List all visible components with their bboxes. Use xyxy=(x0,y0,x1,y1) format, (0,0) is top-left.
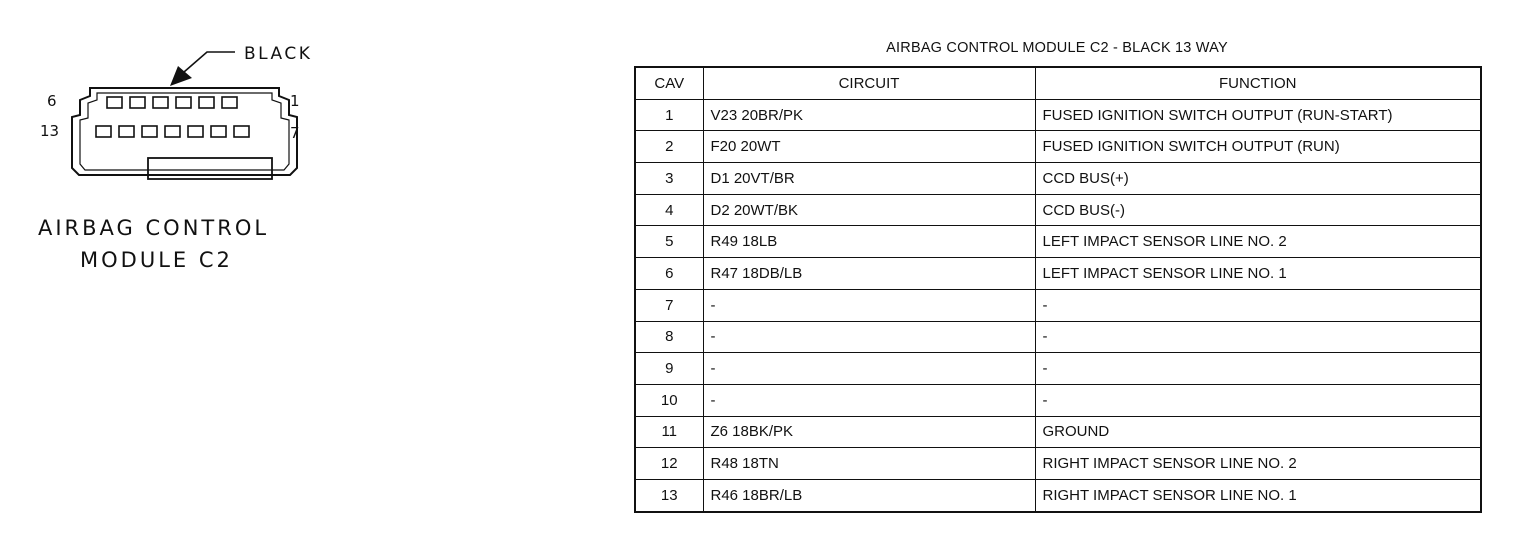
table-row xyxy=(635,194,1481,226)
table-row xyxy=(635,353,1481,385)
bottom-row-cavity xyxy=(96,126,111,137)
cell-cav: 2 xyxy=(635,131,703,163)
table-row xyxy=(635,289,1481,321)
cell-function: CCD BUS(-) xyxy=(1035,194,1481,226)
connector-color-label: BLACK xyxy=(244,44,313,64)
cell-cav: 3 xyxy=(635,163,703,195)
cell-cav: 6 xyxy=(635,258,703,290)
cell-cav: 7 xyxy=(635,289,703,321)
cell-circuit: R47 18DB/LB xyxy=(703,258,1035,290)
diagram-caption-line1: AIRBAG CONTROL xyxy=(38,216,270,240)
connector-outline xyxy=(72,88,297,175)
cell-circuit: D2 20WT/BK xyxy=(703,194,1035,226)
cell-cav: 12 xyxy=(635,448,703,480)
cell-circuit: V23 20BR/PK xyxy=(703,99,1035,131)
top-row-cavity xyxy=(107,97,122,108)
pin-label-1: 1 xyxy=(290,92,300,110)
pin-label-13: 13 xyxy=(40,122,60,140)
table-row xyxy=(635,163,1481,195)
cell-function: FUSED IGNITION SWITCH OUTPUT (RUN) xyxy=(1035,131,1481,163)
cell-cav: 9 xyxy=(635,353,703,385)
diagram-caption-line2: MODULE C2 xyxy=(80,248,233,272)
cell-function: LEFT IMPACT SENSOR LINE NO. 1 xyxy=(1035,258,1481,290)
bottom-row-cavity xyxy=(165,126,180,137)
cell-circuit: D1 20VT/BR xyxy=(703,163,1035,195)
table-row xyxy=(635,131,1481,163)
top-row-cavity xyxy=(199,97,214,108)
table-row xyxy=(635,479,1481,511)
cell-circuit: R49 18LB xyxy=(703,226,1035,258)
bottom-row-cavity xyxy=(211,126,226,137)
header-cav: CAV xyxy=(635,67,703,99)
header-function: FUNCTION xyxy=(1035,67,1481,99)
cell-function: LEFT IMPACT SENSOR LINE NO. 2 xyxy=(1035,226,1481,258)
top-row-cavity xyxy=(130,97,145,108)
pinout-table-section xyxy=(634,38,1480,513)
header-circuit: CIRCUIT xyxy=(703,67,1035,99)
cell-circuit: - xyxy=(703,384,1035,416)
table-row xyxy=(635,99,1481,131)
cell-function: CCD BUS(+) xyxy=(1035,163,1481,195)
cell-cav: 5 xyxy=(635,226,703,258)
black-leader-line xyxy=(184,52,235,72)
bottom-row-cavity xyxy=(188,126,203,137)
cell-circuit: - xyxy=(703,321,1035,353)
top-row-cavity xyxy=(176,97,191,108)
cell-function: - xyxy=(1035,384,1481,416)
cell-function: RIGHT IMPACT SENSOR LINE NO. 2 xyxy=(1035,448,1481,480)
cell-function: GROUND xyxy=(1035,416,1481,448)
cell-cav: 10 xyxy=(635,384,703,416)
cell-function: RIGHT IMPACT SENSOR LINE NO. 1 xyxy=(1035,479,1481,511)
cell-cav: 1 xyxy=(635,99,703,131)
pinout-table xyxy=(634,66,1482,513)
cell-function: - xyxy=(1035,353,1481,385)
table-row xyxy=(635,226,1481,258)
pin-label-7: 7 xyxy=(290,124,300,142)
table-row xyxy=(635,448,1481,480)
cell-circuit: - xyxy=(703,289,1035,321)
top-row-cavity xyxy=(153,97,168,108)
cell-circuit: F20 20WT xyxy=(703,131,1035,163)
cell-circuit: R46 18BR/LB xyxy=(703,479,1035,511)
bottom-row-cavity xyxy=(119,126,134,137)
cell-function: FUSED IGNITION SWITCH OUTPUT (RUN-START) xyxy=(1035,99,1481,131)
cell-function: - xyxy=(1035,321,1481,353)
table-row xyxy=(635,416,1481,448)
cell-circuit: Z6 18BK/PK xyxy=(703,416,1035,448)
cell-cav: 13 xyxy=(635,479,703,511)
table-row xyxy=(635,384,1481,416)
cell-circuit: R48 18TN xyxy=(703,448,1035,480)
cell-function: - xyxy=(1035,289,1481,321)
cell-cav: 4 xyxy=(635,194,703,226)
cell-cav: 11 xyxy=(635,416,703,448)
bottom-row-cavity xyxy=(142,126,157,137)
table-row xyxy=(635,321,1481,353)
table-header-row xyxy=(635,67,1481,99)
table-row xyxy=(635,258,1481,290)
top-row-cavity xyxy=(222,97,237,108)
black-arrowhead xyxy=(170,66,192,86)
bottom-row-cavity xyxy=(234,126,249,137)
table-title: AIRBAG CONTROL MODULE C2 - BLACK 13 WAY xyxy=(886,40,1228,56)
cell-cav: 8 xyxy=(635,321,703,353)
pin-label-6: 6 xyxy=(47,92,57,110)
cell-circuit: - xyxy=(703,353,1035,385)
